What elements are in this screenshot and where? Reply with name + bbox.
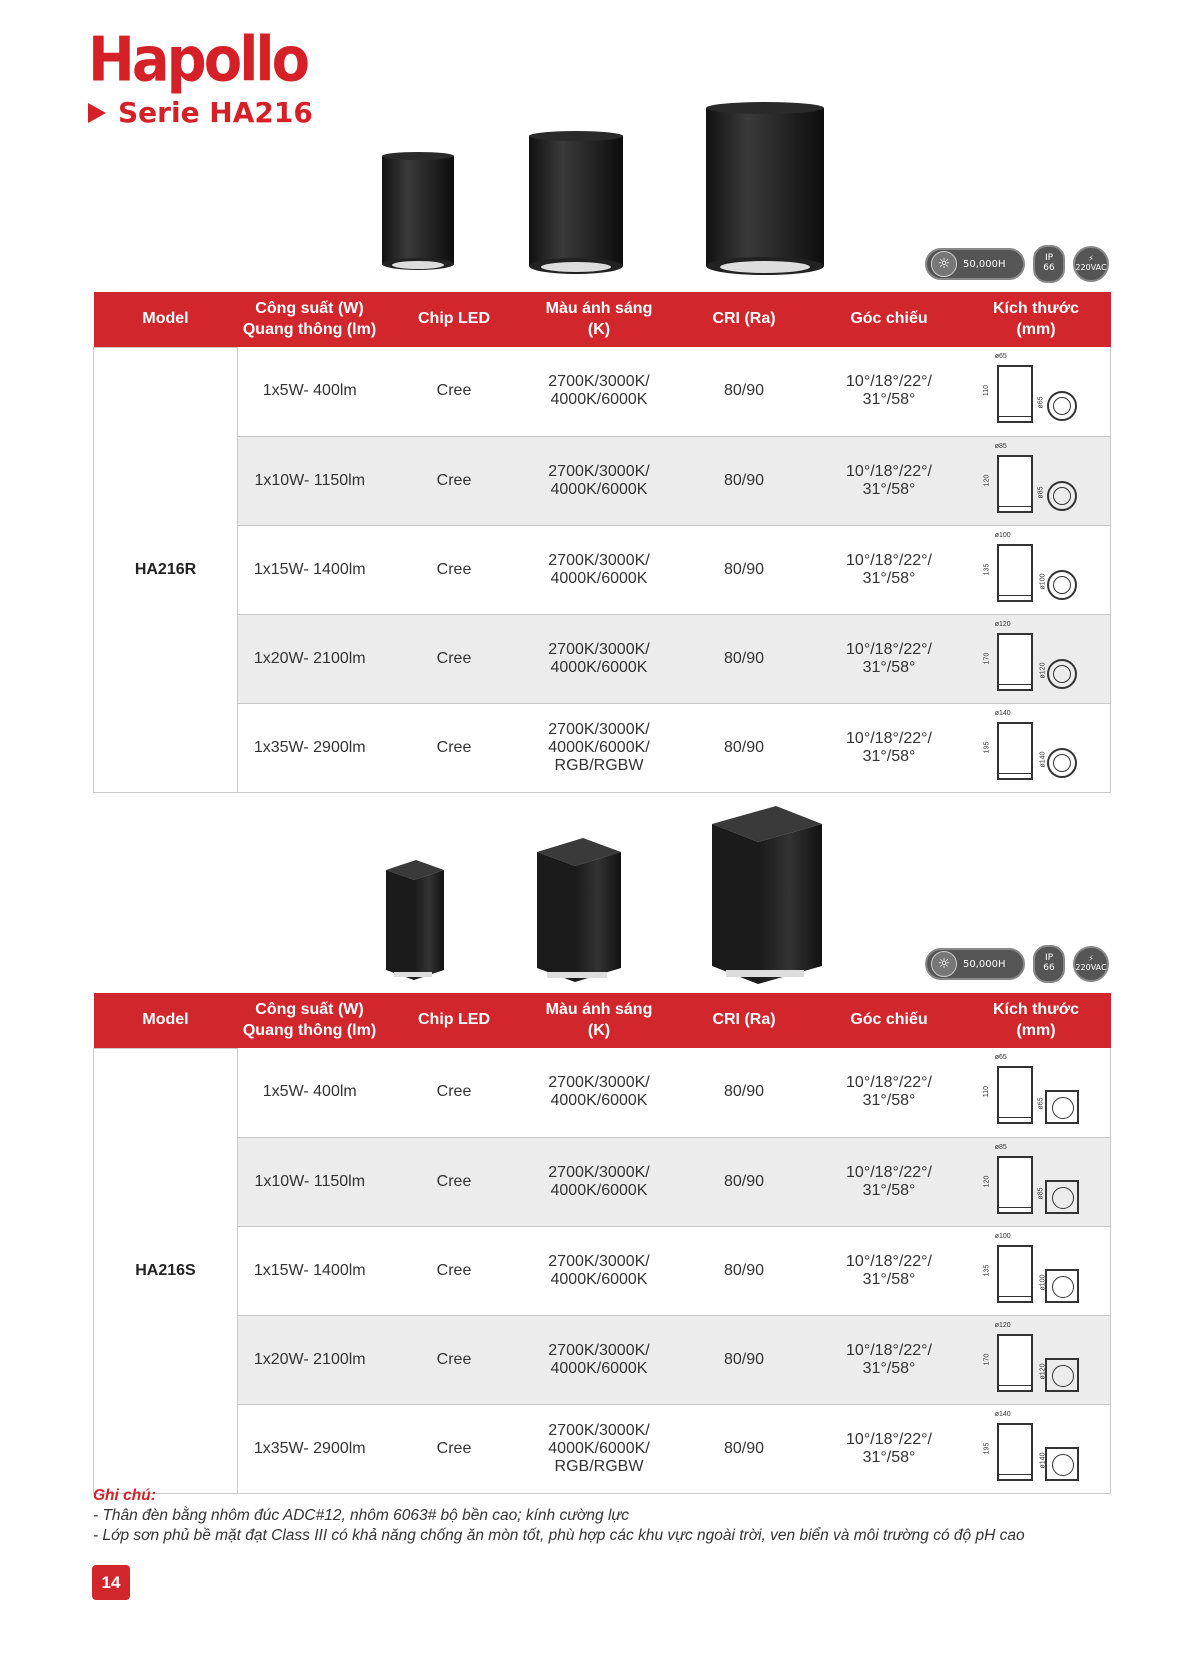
dimension-drawing [981, 1142, 1091, 1222]
diameter-label: ø120 [994, 1321, 1011, 1329]
side-view-icon [997, 1423, 1033, 1481]
chip-cell: Cree [382, 347, 527, 436]
cri-cell: 80/90 [672, 1315, 817, 1404]
note-line: - Lớp sơn phủ bề mặt đạt Class III có khả năng chống ăn mòn tốt, phù hợp các khu vực ngoài trời, ven biển và môi trường có độ pH cao [93, 1527, 1025, 1545]
front-view-icon [1045, 1447, 1079, 1481]
notes [93, 1486, 1025, 1546]
face-diameter-label: ø140 [1039, 751, 1047, 767]
side-view-icon [997, 1156, 1033, 1214]
diameter-label: ø85 [994, 1143, 1007, 1151]
table-row [94, 1137, 1111, 1226]
table-body [94, 347, 1111, 792]
square-small-photo [380, 858, 450, 983]
diameter-label: ø65 [994, 353, 1007, 361]
column-header: Công suất (W) Quang thông (lm) [238, 993, 382, 1048]
voltage-text: 220VAC [1075, 963, 1107, 972]
angle-cell: 10°/18°/22°/ 31°/58° [817, 1315, 962, 1404]
table-row [94, 614, 1111, 703]
dimension-cell [962, 614, 1111, 703]
chip-cell: Cree [382, 1226, 527, 1315]
dimension-drawing [981, 351, 1091, 431]
square-medium-photo [533, 836, 625, 986]
front-view-icon [1045, 1090, 1079, 1124]
side-view-icon [997, 365, 1033, 423]
dimension-cell [962, 1315, 1111, 1404]
dimension-drawing [981, 619, 1091, 699]
dimension-drawing [981, 530, 1091, 610]
lightning-icon: ⚡ [1088, 254, 1094, 264]
dimension-drawing [981, 1231, 1091, 1311]
side-view-icon [997, 722, 1033, 780]
column-header: CRI (Ra) [672, 993, 817, 1048]
diameter-label: ø65 [994, 1054, 1007, 1062]
cri-cell: 80/90 [672, 614, 817, 703]
cri-cell: 80/90 [672, 703, 817, 792]
angle-cell: 10°/18°/22°/ 31°/58° [817, 436, 962, 525]
height-label: 110 [982, 1086, 990, 1098]
front-view-icon [1047, 659, 1077, 689]
chip-cell: Cree [382, 1404, 527, 1493]
table-header-row [94, 292, 1111, 347]
height-label: 120 [983, 1175, 991, 1187]
color-cell: 2700K/3000K/ 4000K/6000K/ RGB/RGBW [527, 1404, 672, 1493]
front-view-icon [1047, 748, 1077, 778]
angle-cell: 10°/18°/22°/ 31°/58° [817, 1137, 962, 1226]
chip-cell: Cree [382, 1048, 527, 1137]
dimension-drawing [981, 708, 1091, 788]
table-row [94, 1404, 1111, 1493]
ip-badge [1033, 245, 1065, 283]
voltage-badge [1073, 946, 1109, 982]
lightning-icon: ⚡ [1088, 954, 1094, 964]
front-view-icon [1047, 570, 1077, 600]
height-label: 195 [983, 741, 991, 753]
column-header: Công suất (W) Quang thông (lm) [238, 292, 382, 347]
color-cell: 2700K/3000K/ 4000K/6000K [527, 436, 672, 525]
chip-cell: Cree [382, 1137, 527, 1226]
face-diameter-label: ø65 [1037, 1097, 1045, 1110]
chip-cell: Cree [382, 614, 527, 703]
table-row [94, 1048, 1111, 1137]
angle-cell: 10°/18°/22°/ 31°/58° [817, 347, 962, 436]
table-row [94, 525, 1111, 614]
ip-badge [1033, 945, 1065, 983]
face-diameter-label: ø120 [1039, 1363, 1047, 1379]
front-view-icon [1045, 1269, 1079, 1303]
dimension-cell [962, 1226, 1111, 1315]
dimension-cell [962, 1404, 1111, 1493]
square-large-photo [708, 804, 826, 988]
play-icon [88, 103, 106, 123]
angle-cell: 10°/18°/22°/ 31°/58° [817, 525, 962, 614]
notes-heading: Ghi chú: [93, 1487, 156, 1504]
column-header: Chip LED [382, 993, 527, 1048]
table-row [94, 703, 1111, 792]
power-cell: 1x5W- 400lm [238, 1048, 382, 1137]
color-cell: 2700K/3000K/ 4000K/6000K [527, 1315, 672, 1404]
lifetime-badge [925, 248, 1025, 280]
cylinder-medium-photo [527, 128, 627, 278]
color-cell: 2700K/3000K/ 4000K/6000K/ RGB/RGBW [527, 703, 672, 792]
power-cell: 1x15W- 1400lm [238, 525, 382, 614]
color-cell: 2700K/3000K/ 4000K/6000K [527, 614, 672, 703]
spec-table-square [93, 993, 1111, 1494]
cylinder-small-photo [380, 150, 460, 275]
face-diameter-label: ø100 [1039, 1274, 1047, 1290]
cylinder-large-photo [704, 100, 828, 278]
dimension-cell [962, 703, 1111, 792]
table-row [94, 1226, 1111, 1315]
front-view-icon [1047, 391, 1077, 421]
note-line: - Thân đèn bằng nhôm đúc ADC#12, nhôm 6063# bộ bền cao; kính cường lực [93, 1507, 629, 1525]
dimension-cell [962, 525, 1111, 614]
side-view-icon [997, 455, 1033, 513]
chip-cell: Cree [382, 703, 527, 792]
side-view-icon [997, 1245, 1033, 1303]
power-cell: 1x15W- 1400lm [238, 1226, 382, 1315]
ip-label: IP [1044, 953, 1054, 964]
column-header: Màu ánh sáng (K) [527, 993, 672, 1048]
angle-cell: 10°/18°/22°/ 31°/58° [817, 1048, 962, 1137]
power-cell: 1x5W- 400lm [238, 347, 382, 436]
cri-cell: 80/90 [672, 525, 817, 614]
power-cell: 1x20W- 2100lm [238, 1315, 382, 1404]
dimension-drawing [981, 441, 1091, 521]
diameter-label: ø140 [994, 709, 1011, 717]
height-label: 135 [983, 563, 991, 575]
angle-cell: 10°/18°/22°/ 31°/58° [817, 1404, 962, 1493]
color-cell: 2700K/3000K/ 4000K/6000K [527, 1048, 672, 1137]
model-cell: HA216R [94, 347, 238, 792]
height-label: 170 [983, 1353, 991, 1365]
diameter-label: ø100 [994, 531, 1011, 539]
cri-cell: 80/90 [672, 1137, 817, 1226]
color-cell: 2700K/3000K/ 4000K/6000K [527, 1226, 672, 1315]
voltage-badge [1073, 246, 1109, 282]
side-view-icon [997, 1334, 1033, 1392]
face-diameter-label: ø120 [1039, 662, 1047, 678]
lifetime-text: 50,000H [963, 258, 1006, 270]
face-diameter-label: ø85 [1037, 1186, 1045, 1200]
dimension-cell [962, 347, 1111, 436]
chip-cell: Cree [382, 436, 527, 525]
column-header: Kích thước (mm) [962, 292, 1111, 347]
dimension-drawing [981, 1052, 1091, 1132]
height-label: 120 [983, 474, 991, 486]
lifetime-badge [925, 948, 1025, 980]
height-label: 135 [983, 1264, 991, 1276]
dimension-drawing [981, 1409, 1091, 1489]
table-body [94, 1048, 1111, 1493]
height-label: 110 [982, 385, 990, 397]
cri-cell: 80/90 [672, 1048, 817, 1137]
serie-title [88, 96, 313, 129]
front-view-icon [1047, 481, 1077, 511]
ip-value: 66 [1043, 963, 1055, 973]
height-label: 195 [983, 1442, 991, 1454]
dimension-drawing [981, 1320, 1091, 1400]
spec-badges-2 [925, 945, 1109, 983]
column-header: Góc chiếu [817, 993, 962, 1048]
power-cell: 1x10W- 1150lm [238, 1137, 382, 1226]
column-header: Model [94, 993, 238, 1048]
side-view-icon [997, 544, 1033, 602]
angle-cell: 10°/18°/22°/ 31°/58° [817, 1226, 962, 1315]
bulb-icon: ☼ [931, 251, 957, 277]
column-header: Kích thước (mm) [962, 993, 1111, 1048]
face-diameter-label: ø140 [1039, 1452, 1047, 1468]
ip-value: 66 [1043, 263, 1055, 273]
lifetime-text: 50,000H [963, 958, 1006, 970]
diameter-label: ø100 [994, 1232, 1011, 1240]
side-view-icon [997, 633, 1033, 691]
cri-cell: 80/90 [672, 436, 817, 525]
voltage-text: 220VAC [1075, 263, 1107, 272]
brand-logo: Hapollo [88, 24, 308, 96]
table-row [94, 1315, 1111, 1404]
diameter-label: ø85 [994, 442, 1007, 450]
face-diameter-label: ø85 [1037, 485, 1045, 499]
column-header: Màu ánh sáng (K) [527, 292, 672, 347]
front-view-icon [1045, 1358, 1079, 1392]
page-number: 14 [92, 1565, 130, 1600]
column-header: CRI (Ra) [672, 292, 817, 347]
angle-cell: 10°/18°/22°/ 31°/58° [817, 614, 962, 703]
power-cell: 1x35W- 2900lm [238, 703, 382, 792]
serie-title-text: Serie HA216 [118, 96, 313, 129]
diameter-label: ø140 [994, 1410, 1011, 1418]
color-cell: 2700K/3000K/ 4000K/6000K [527, 1137, 672, 1226]
power-cell: 1x20W- 2100lm [238, 614, 382, 703]
table-header-row [94, 993, 1111, 1048]
spec-table-round [93, 292, 1111, 793]
chip-cell: Cree [382, 1315, 527, 1404]
cri-cell: 80/90 [672, 1404, 817, 1493]
angle-cell: 10°/18°/22°/ 31°/58° [817, 703, 962, 792]
dimension-cell [962, 1048, 1111, 1137]
spec-badges-1 [925, 245, 1109, 283]
power-cell: 1x10W- 1150lm [238, 436, 382, 525]
face-diameter-label: ø65 [1037, 396, 1045, 409]
face-diameter-label: ø100 [1039, 573, 1047, 589]
color-cell: 2700K/3000K/ 4000K/6000K [527, 525, 672, 614]
side-view-icon [997, 1066, 1033, 1124]
color-cell: 2700K/3000K/ 4000K/6000K [527, 347, 672, 436]
cri-cell: 80/90 [672, 1226, 817, 1315]
ip-label: IP [1044, 253, 1054, 264]
column-header: Góc chiếu [817, 292, 962, 347]
table-row [94, 436, 1111, 525]
dimension-cell [962, 436, 1111, 525]
table-row [94, 347, 1111, 436]
dimension-cell [962, 1137, 1111, 1226]
power-cell: 1x35W- 2900lm [238, 1404, 382, 1493]
chip-cell: Cree [382, 525, 527, 614]
front-view-icon [1045, 1180, 1079, 1214]
cri-cell: 80/90 [672, 347, 817, 436]
diameter-label: ø120 [994, 620, 1011, 628]
bulb-icon: ☼ [931, 951, 957, 977]
model-cell: HA216S [94, 1048, 238, 1493]
column-header: Chip LED [382, 292, 527, 347]
column-header: Model [94, 292, 238, 347]
height-label: 170 [983, 652, 991, 664]
